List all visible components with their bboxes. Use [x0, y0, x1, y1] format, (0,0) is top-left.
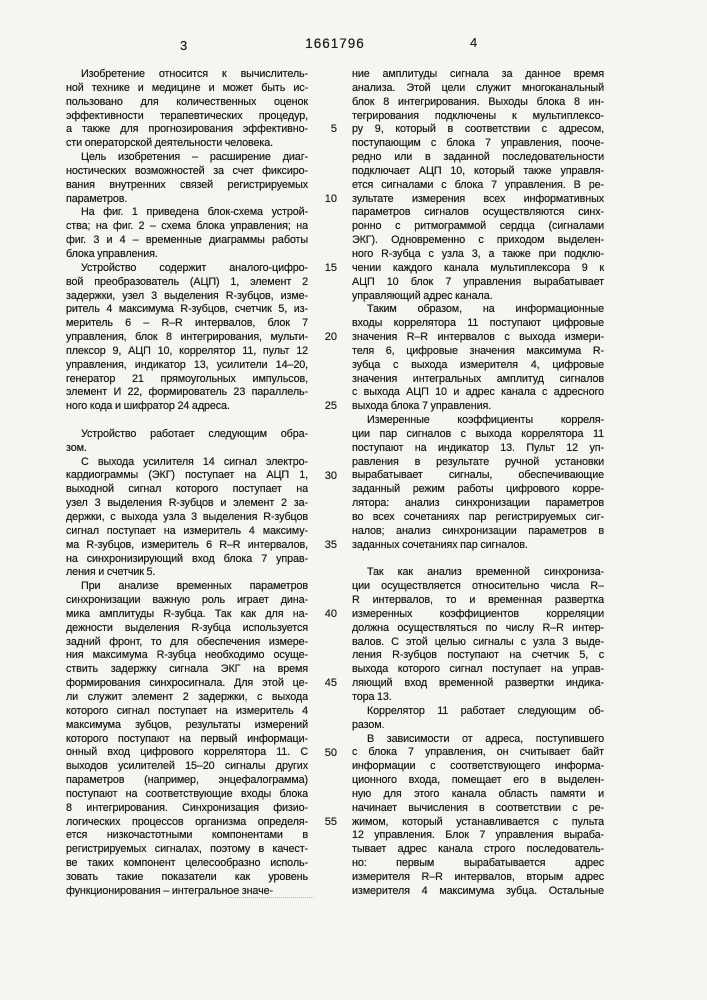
- text-line: анализа. Этой цели служит многоканальный: [352, 81, 604, 94]
- text-line: сти операторской деятельности человека.: [66, 137, 274, 150]
- text-line: жимом, который устанавливается с пульта: [352, 815, 604, 828]
- text-line: максимума зубцов, результаты измерений: [66, 718, 308, 731]
- text-line: тегрирования подключены к мультиплексо-: [352, 109, 604, 122]
- text-line: Коррелятор 11 работает следующим об-: [367, 704, 604, 717]
- text-line: теля 6, цифровые значения максимума R-: [352, 344, 604, 357]
- text-line: синхронизации важную роль играет дина-: [66, 594, 308, 607]
- text-line: но: первым вырабатывается адрес: [352, 857, 604, 870]
- text-line: Измеренные коэффициенты корреля-: [367, 414, 604, 427]
- text-line: входы коррелятора 11 поступают цифровые: [352, 317, 604, 330]
- text-line: тывает адрес канала строго последователь-: [352, 843, 604, 856]
- text-line: элемент И 22, формирователь 23 параллель-: [66, 386, 308, 399]
- text-line: ную для этого канала область памяти и: [352, 787, 604, 800]
- text-line: информации с соответствующего информа-: [352, 760, 604, 773]
- text-line: узел 3 выделения R-зубцов и элемент 2 за-: [66, 497, 308, 510]
- text-line: параметров сигналов осуществляются синх-: [352, 206, 604, 219]
- text-line: заданный режим работы цифрового корре-: [352, 483, 604, 496]
- text-line: разом.: [352, 718, 385, 731]
- text-line: с блока 7 управления, он считывает байт: [352, 746, 604, 759]
- text-line: Цель изобретения – расширение диаг-: [81, 151, 308, 164]
- gutter-line-number: 20: [324, 331, 337, 344]
- text-line: которого поступают на первый информаци-: [66, 732, 308, 745]
- gutter-line-number: 10: [324, 192, 337, 205]
- text-line: кардиограммы (ЭКГ) поступает на АЦП 1,: [66, 469, 308, 482]
- text-line: пользовано для количественных оценок: [66, 95, 308, 108]
- text-line: ного кода и шифратор 24 адреса.: [66, 400, 230, 413]
- text-line: эффективности терапевтических процедур,: [66, 109, 308, 122]
- text-line: поступают на индикатор 13. Пульт 12 уп-: [352, 441, 604, 454]
- text-line: вырабатывает сигналы, обеспечивающие: [352, 469, 604, 482]
- text-line: чении каждого канала мультиплексора 9 к: [352, 261, 604, 274]
- text-line: начинает вычисления в соответствии с ре-: [352, 801, 604, 814]
- gutter-line-number: 5: [330, 123, 337, 136]
- text-line: АЦП 10 блок 7 управления вырабатывает: [352, 275, 604, 288]
- text-line: ления R-зубцов поступают на счетчик 5, с: [352, 649, 604, 662]
- text-line: 8 интегрирования. Синхронизация физио-: [66, 801, 308, 814]
- text-line: ется сигналами с блока 7 управления. В ре-: [352, 178, 604, 191]
- text-line: блока управления.: [66, 247, 158, 260]
- text-line: параметров.: [66, 192, 128, 205]
- text-line: Таким образом, на информационные: [367, 303, 604, 316]
- text-line: Изобретение относится к вычислитель-: [81, 68, 308, 80]
- text-line: задержки, узел 3 выделения R-зубцов, изме-: [66, 289, 308, 302]
- patent-number: 1661796: [305, 36, 365, 51]
- text-line: ронно с ритмограммой сердца (сигналами: [352, 220, 604, 233]
- text-line: во всех сочетаниях пар регистрируемых сиг-: [352, 511, 604, 523]
- text-line: фиг. 3 и 4 – временные диаграммы работы: [66, 234, 308, 247]
- text-line: R интервалов, то и временная развертка: [352, 594, 604, 607]
- text-line: управления, блок 8 интегрирования, мульти-: [66, 331, 308, 344]
- text-line: ве таких компонент целесообразно исполь-: [66, 857, 308, 870]
- gutter-line-number: 25: [324, 400, 337, 413]
- text-line: онный вход цифрового коррелятора 11. С: [66, 746, 308, 759]
- text-line: редно или в заданной последовательности: [352, 151, 604, 164]
- text-line: Устройство содержит аналого-цифро-: [81, 261, 308, 274]
- text-line: ства; на фиг. 2 – схема блока управления; на: [66, 220, 308, 233]
- text-line: сигнал поступает на измеритель 4 максиму-: [66, 524, 308, 537]
- text-line: поступающим с блока 7 управления, пооче-: [352, 137, 604, 150]
- text-line: выхода блока 7 управления.: [352, 400, 492, 413]
- text-line: ции пар сигналов с выхода коррелятора 11: [352, 427, 604, 440]
- text-line: должна осуществляться по числу R–R интер-: [352, 621, 604, 634]
- text-line: значения интегральных амплитуд сигналов: [352, 372, 604, 385]
- gutter-line-number: 55: [324, 815, 337, 828]
- text-line: налов; анализ синхронизации параметров в: [352, 524, 604, 537]
- text-line: тора 13.: [352, 690, 392, 703]
- text-line: на синхронизирующий вход блока 7 управ-: [66, 552, 308, 565]
- text-line: логических процессов организма определя-: [66, 815, 308, 828]
- text-line: держки, с выхода узла 3 выделения R-зубцов: [66, 511, 308, 523]
- text-line: ностических возможностей за счет фиксиро-: [66, 164, 308, 177]
- text-line: с выхода АЦП 10 и адрес канала с адресного: [352, 386, 604, 399]
- gutter-line-number: 40: [324, 608, 337, 621]
- text-line: параметров (например, энцефалограмма): [66, 774, 308, 787]
- text-line: функционирования – интегральное значе-: [66, 884, 273, 897]
- text-line: ляющий вход временной развертки индика-: [352, 677, 604, 690]
- text-line: генератор 21 прямоугольных импульсов,: [66, 372, 308, 385]
- text-line: мика амплитуды R-зубца. Так как для на-: [66, 607, 308, 620]
- gutter-line-number: 45: [324, 677, 337, 690]
- text-line: управления, индикатор 13, усилители 14–20,: [66, 358, 308, 371]
- text-line: ется низкочастотными компонентами в: [66, 829, 308, 842]
- page-header: [0, 0, 707, 60]
- left-text-column: [66, 68, 308, 899]
- text-line: плексор 9, АЦП 10, коррелятор 11, пульт 12: [66, 344, 308, 357]
- text-line: Устройство работает следующим обра-: [81, 427, 308, 440]
- text-line: лятора: анализ синхронизации параметров: [352, 497, 604, 510]
- text-line: выходной сигнал которого поступает на: [66, 483, 308, 496]
- text-line: ние амплитуды сигнала за данное время: [352, 68, 604, 80]
- text-line: зубца с выхода измерителя 4, цифровые: [352, 358, 604, 371]
- text-line: Так как анализ временной синхрониза-: [367, 566, 604, 579]
- text-line: которого сигнал поступает на измеритель 4: [66, 704, 308, 717]
- text-line: задний фронт, то для обеспечения измере-: [66, 635, 308, 648]
- text-line: а также для прогнозирования эффективно-: [66, 123, 308, 136]
- text-line: ния максимума R-зубца необходимо осуще-: [66, 649, 308, 662]
- text-line: блок 8 интегрирования. Выходы блока 8 ин-: [352, 95, 604, 108]
- text-line: ритель 4 максимума R-зубцов, счетчик 5, из-: [66, 303, 308, 316]
- text-line: регистрируемых сигналах, поэтому в качест-: [66, 843, 308, 856]
- text-line: дежности выделения R-зубца используется: [66, 621, 308, 634]
- text-line: зультате измерения всех информативных: [352, 192, 604, 205]
- text-line: формирования синхросигнала. Для этой це-: [66, 677, 308, 690]
- right-text-column: [352, 68, 604, 899]
- text-line: выхода которого сигнал поступает на управ-: [352, 663, 604, 676]
- text-line: ма R-зубцов, измеритель 6 R–R интервалов,: [66, 538, 308, 551]
- page-number-left: 3: [180, 38, 188, 53]
- text-line: На фиг. 1 приведена блок-схема устрой-: [81, 206, 308, 219]
- text-line: ции осуществляется относительно числа R–: [352, 580, 604, 593]
- page-number-right: 4: [470, 35, 478, 50]
- scan-artifact-dotted-line: [228, 897, 314, 898]
- text-line: управляющий адрес канала.: [352, 289, 493, 302]
- text-line: ционного входа, помещает его в выделен-: [352, 774, 604, 787]
- text-line: равления в результате ручной установки: [352, 455, 604, 468]
- text-line: измерителя 4 максимума зубца. Остальные: [352, 884, 604, 897]
- text-line: валов. С этой целью сигналы с узла 3 выде-: [352, 635, 604, 648]
- line-number-gutter: [311, 68, 337, 908]
- text-line: В зависимости от адреса, поступившего: [367, 732, 604, 745]
- text-line: При анализе временных параметров: [81, 580, 308, 593]
- text-line: выходов усилителей 15–20 сигналы других: [66, 760, 308, 773]
- gutter-line-number: 15: [324, 261, 337, 274]
- gutter-line-number: 35: [324, 538, 337, 551]
- text-line: значения R–R интервалов с выхода измери-: [352, 331, 604, 344]
- text-line: измерителя R–R интервалов, вторым адрес: [352, 870, 604, 883]
- text-line: ного R-зубца с узла 3, а также при подклю-: [352, 247, 604, 260]
- text-line: подключает АЦП 10, который также управля-: [352, 164, 604, 177]
- text-line: ЭКГ). Одновременно с приходом выделен-: [352, 234, 604, 247]
- gutter-line-number: 30: [324, 469, 337, 482]
- text-line: измеренных коэффициентов корреляции: [352, 607, 604, 620]
- text-line: поступают на соответствующие входы блока: [66, 787, 308, 800]
- text-line: заданных сочетаниях пар сигналов.: [352, 538, 528, 551]
- text-line: 12 управления. Блок 7 управления выраба-: [352, 829, 604, 842]
- text-line: ли служит элемент 2 задержки, с выхода: [66, 690, 308, 703]
- text-line: зовать такие показатели как уровень: [66, 870, 308, 883]
- text-line: зом.: [66, 441, 87, 454]
- text-line: ствить задержку сигнала ЭКГ на время: [66, 663, 308, 676]
- text-line: вания внутренних связей регистрируемых: [66, 178, 308, 191]
- text-line: ления и счетчик 5.: [66, 566, 156, 579]
- text-line: вой преобразователь (АЦП) 1, элемент 2: [66, 275, 308, 288]
- text-line: меритель 6 – R–R интервалов, блок 7: [66, 317, 308, 330]
- text-line: ру 9, который в соответствии с адресом,: [352, 123, 604, 136]
- text-line: ной технике и медицине и может быть ис-: [66, 81, 308, 94]
- gutter-line-number: 50: [324, 746, 337, 759]
- text-line: С выхода усилителя 14 сигнал электро-: [81, 455, 308, 468]
